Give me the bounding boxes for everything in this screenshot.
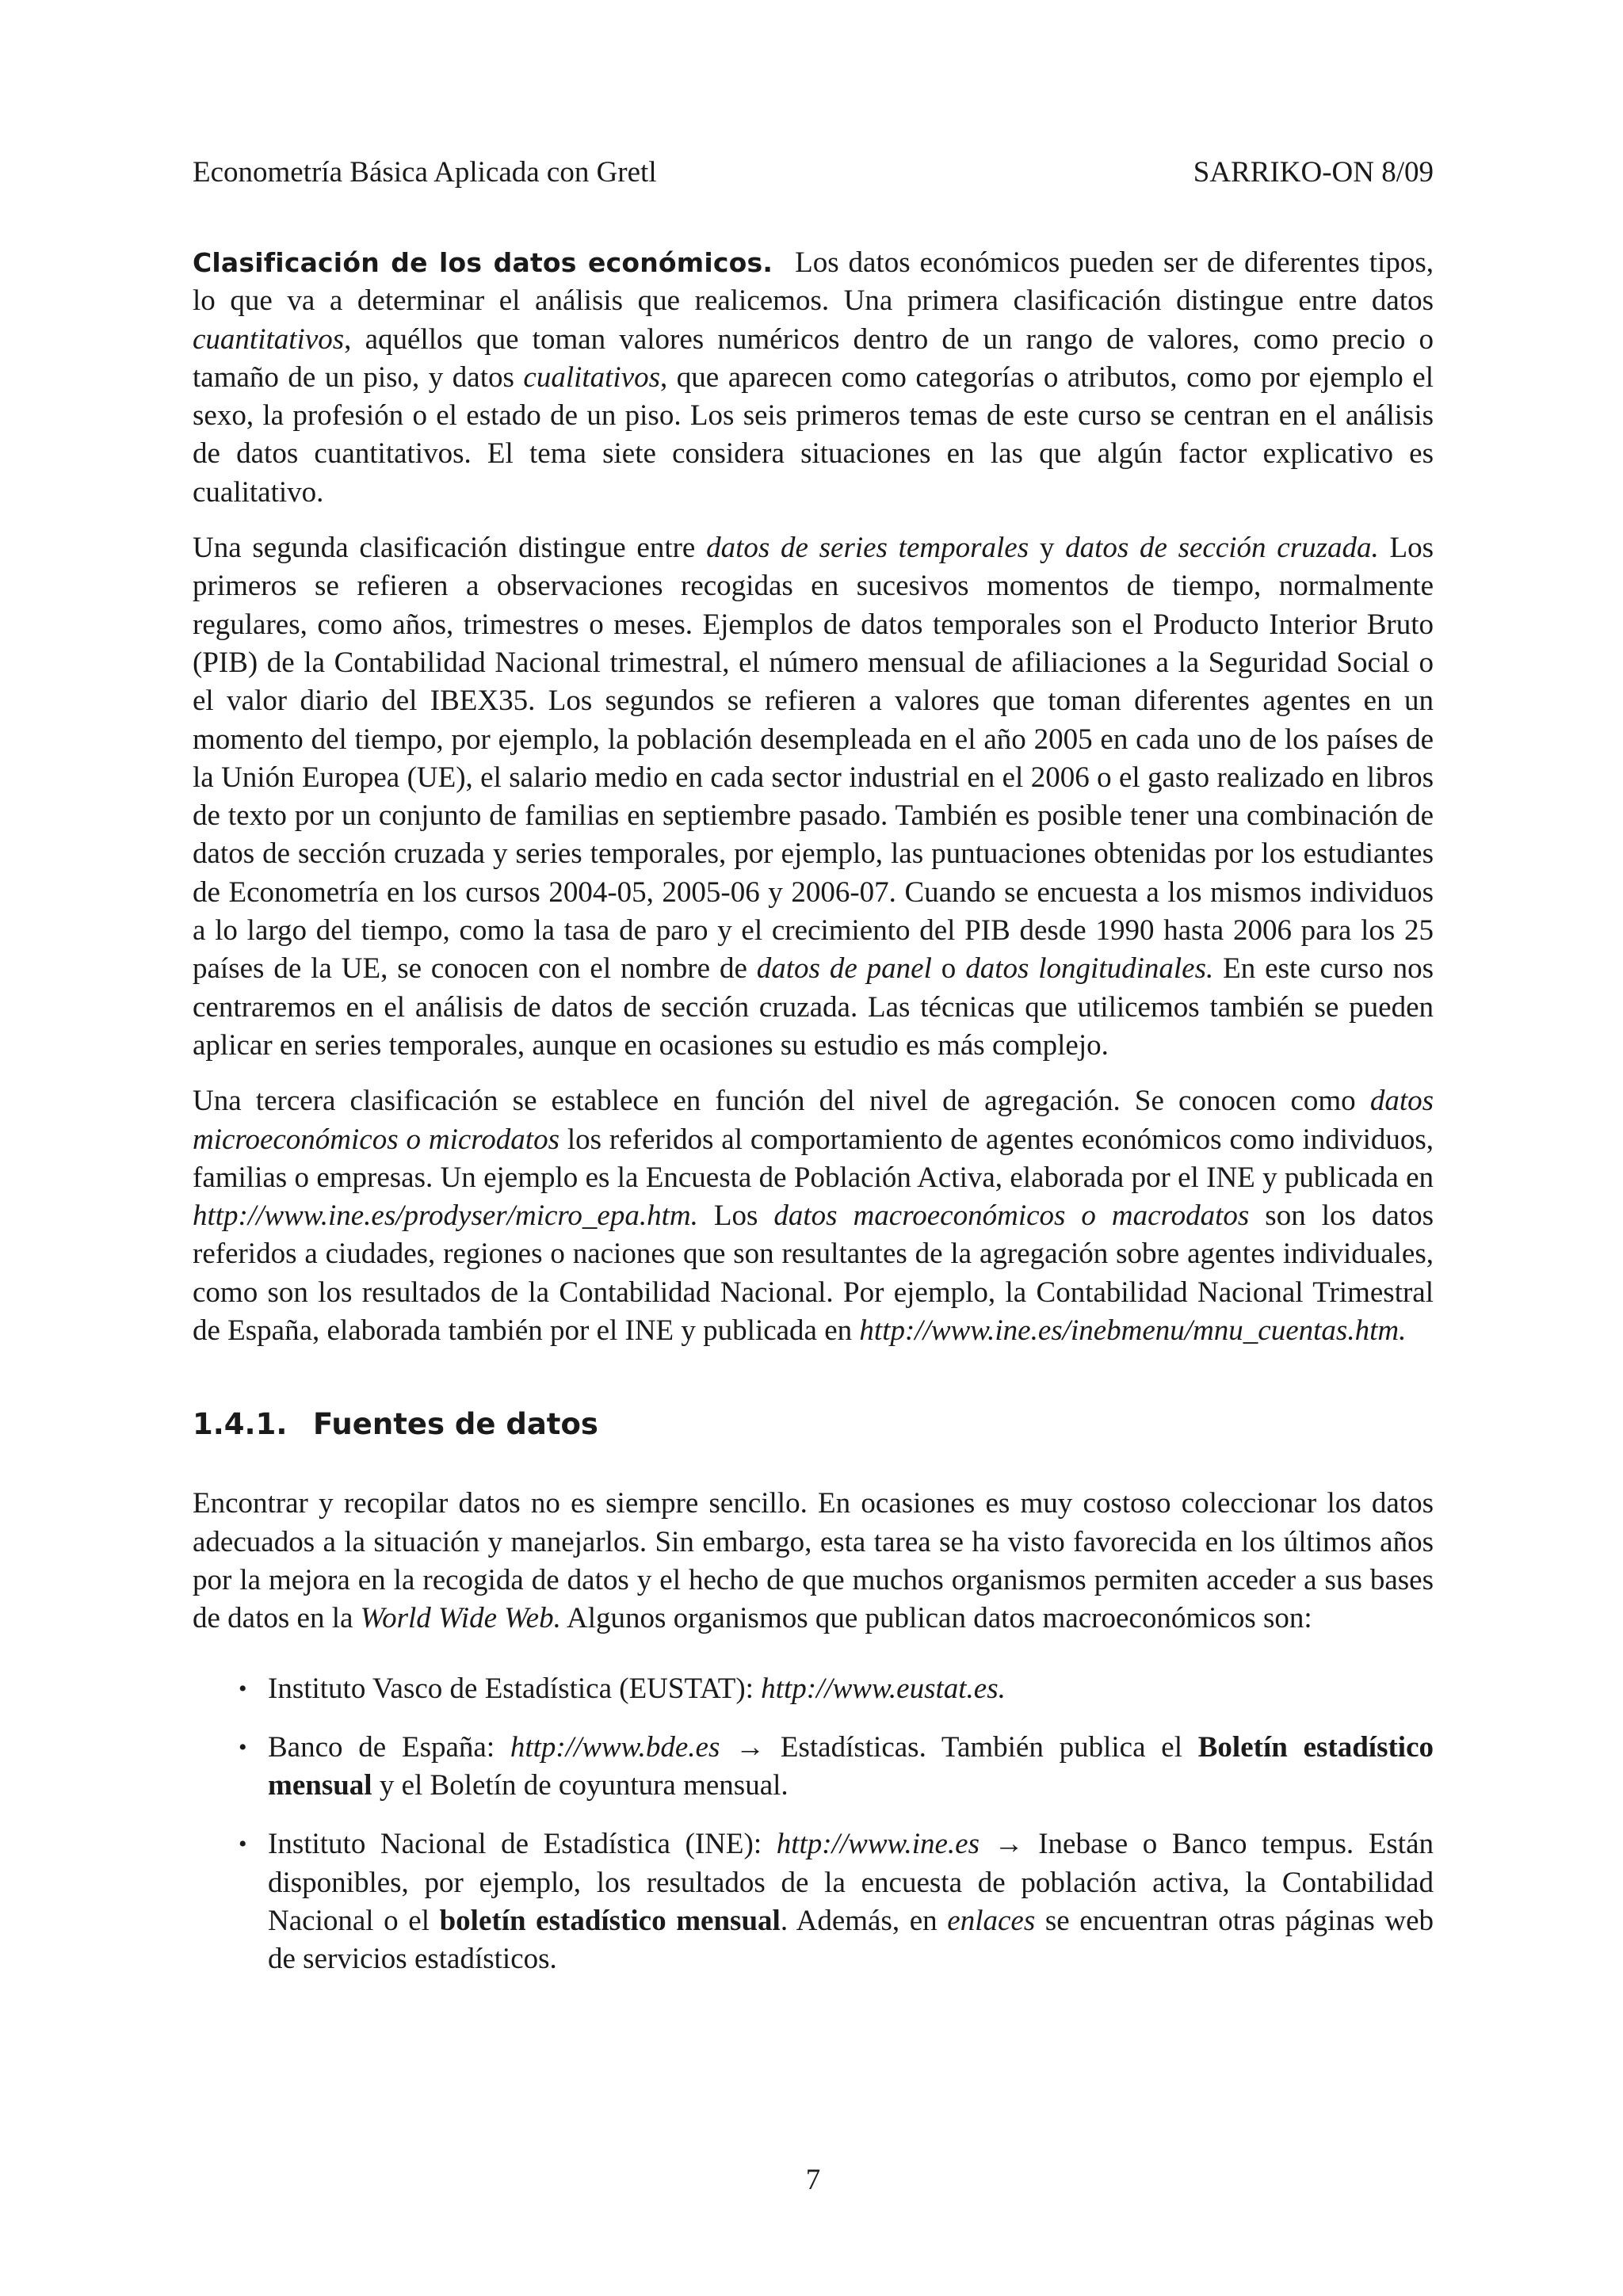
italic-term: cuantitativos [193,322,345,356]
text-span: Algunos organismos que publican datos macroeconómicos son: [560,1602,1312,1635]
italic-term: datos de panel [756,952,932,986]
text-span: → Estadísticas. También publica el [720,1730,1198,1764]
text-span: y [1029,532,1066,565]
italic-term: datos longitudinales. [965,952,1214,986]
italic-term: World Wide Web. [360,1602,561,1635]
url-link[interactable]: http://www.ine.es/inebmenu/mnu_cuentas.htm. [859,1314,1407,1348]
italic-term: datos macroeconómicos o macrodatos [773,1199,1250,1233]
paragraph-third-classification [193,1082,1434,1350]
text-span: Instituto Vasco de Estadística (EUSTAT): [268,1672,762,1705]
bullet-icon: • [239,1675,247,1702]
text-span: y el Boletín de coyuntura mensual. [372,1769,789,1802]
bullet-icon: • [239,1733,247,1760]
list-item [193,1670,1434,1708]
italic-term: datos de series temporales [706,532,1029,565]
text-span: , que aparecen como categorías o atributos, como por ejemplo el sexo, la profesión o el estado de un piso. Los seis primeros temas de este curso se centran en el análisis de datos cuantitativos. El tema siete considera situaciones en las que algún factor explicativo es cualitativo. [193,360,1434,509]
document-body [193,244,1434,2000]
text-span: → Inebase o Banco tempus. Están disponibles, por ejemplo, los resultados de la encuesta de población activa, la Contabilidad Nacional o el [268,1828,1434,1937]
bullet-icon: • [239,1831,247,1858]
text-span: Banco de España: [268,1730,510,1764]
text-span: Encontrar y recopilar datos no es siempre sencillo. En ocasiones es muy costoso coleccionar los datos adecuados a la situación y manejarlos. Sin embargo, esta tarea se ha visto favorecida en los últimos años por la mejora en la recogida de datos y el hecho de que muchos organismos permiten acceder a sus bases de datos en la [193,1487,1434,1635]
url-link[interactable]: http://www.ine.es/prodyser/micro_epa.htm. [193,1199,698,1233]
text-span: , aquéllos que toman valores numéricos dentro de un rango de valores, como precio o tamaño de un piso, y datos [193,322,1434,394]
page-number: 7 [805,2164,821,2196]
text-span: Los [697,1199,774,1233]
text-span: los referidos al comportamiento de agentes económicos como individuos, familias o empresas. Un ejemplo es la Encuesta de Población Activa, elaborada por el INE y publicada en [193,1123,1434,1194]
text-span: Una tercera clasificación se establece en función del nivel de agregación. Se conocen como [193,1085,1370,1118]
text-span: Los datos económicos pueden ser de diferentes tipos, lo que va a determinar el análisis que realicemos. Una primera clasificación distingue entre datos [193,246,1434,318]
section-title: Fuentes de datos [313,1407,598,1442]
italic-term: datos de sección cruzada. [1065,532,1379,565]
text-span: son los datos referidos a ciudades, regiones o naciones que son resultantes de la agregación sobre agentes individuales, como son los resultados de la Contabilidad Nacional. Por ejemplo, la Contabilidad Nacional Trimestral de España, elaborada también por el INE y publicada en [193,1199,1434,1348]
running-header [193,155,1434,190]
url-link[interactable]: http://www.ine.es [776,1828,980,1861]
italic-term: datos microeconómicos o microdatos [193,1085,1434,1156]
url-link[interactable]: http://www.bde.es [510,1730,720,1764]
paragraph-second-classification [193,529,1434,1065]
bold-term: boletín estadístico mensual [439,1904,781,1937]
list-item [193,1825,1434,1978]
text-span: Instituto Nacional de Estadística (INE): [268,1828,777,1861]
url-link[interactable]: http://www.eustat.es. [761,1672,1006,1705]
text-span: Una segunda clasificación distingue entre [193,532,707,565]
header-edition: SARRIKO-ON 8/09 [1193,156,1434,189]
italic-term: cualitativos [523,360,661,394]
text-span: se encuentran otras páginas web de servicios estadísticos. [268,1904,1434,1976]
paragraph-heading: Clasificación de los datos económicos. [193,247,773,278]
bold-term: Boletín estadístico mensual [268,1730,1434,1802]
paragraph-data-sources [193,1485,1434,1638]
list-item [193,1729,1434,1806]
header-book-title: Econometría Básica Aplicada con Gretl [193,156,657,189]
text-span: . Además, en [780,1904,948,1937]
section-number: 1.4.1. [193,1407,288,1442]
paragraph-classification [193,244,1434,512]
text-span: o [931,952,966,986]
sources-list [193,1670,1434,1979]
text-span: En este curso nos centraremos en el análisis de datos de sección cruzada. Las técnicas que utilicemos también se pueden aplicar en series temporales, aunque en ocasiones su estudio es más complejo. [193,952,1434,1062]
text-span: Los primeros se refieren a observaciones recogidas en sucesivos momentos de tiempo, normalmente regulares, como años, trimestres o meses. Ejemplos de datos temporales son el Producto Interior Bruto (PIB) de la Contabilidad Nacional trimestral, el número mensual de afiliaciones a la Seguridad Social o el valor diario del IBEX35. Los segundos se refieren a valores que toman diferentes agentes en un momento del tiempo, por ejemplo, la población desempleada en el año 2005 en cada uno de los países de la Unión Europea (UE), el salario medio en cada sector industrial en el 2006 o el gasto realizado en libros de texto por un conjunto de familias en septiembre pasado. También es posible tener una combinación de datos de sección cruzada y series temporales, por ejemplo, las puntuaciones obtenidas por los estudiantes de Econometría en los cursos 2004-05, 2005-06 y 2006-07. Cuando se encuesta a los mismos individuos a lo largo del tiempo, como la tasa de paro y el crecimiento del PIB desde 1990 hasta 2006 para los 25 países de la UE, se conocen con el nombre de [193,532,1434,986]
section-heading [193,1405,1434,1444]
italic-term: enlaces [947,1904,1036,1937]
